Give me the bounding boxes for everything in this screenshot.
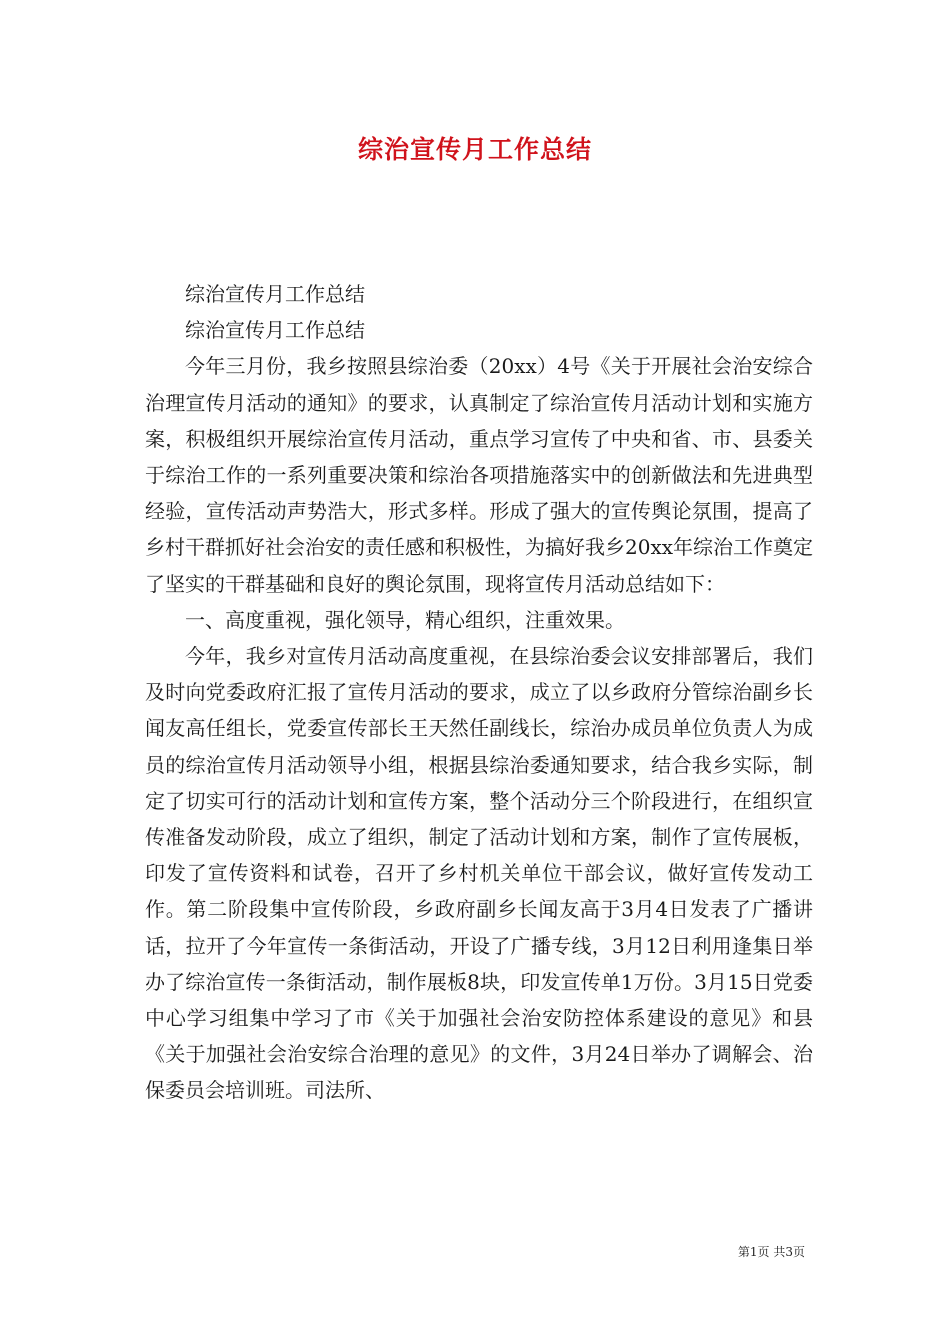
section-heading: 一、高度重视，强化领导，精心组织，注重效果。 [185, 607, 625, 632]
subtitle-line: 综治宣传月工作总结 [185, 318, 365, 343]
body-paragraph: 今年三月份，我乡按照县综治委（20xx）4号《关于开展社会治安综合治理宣传月活动的通知》的要求，认真制定了综治宣传月活动计划和实施方案，积极组织开展综治宣传月活动，重点学习宣传了中央和省、市、县委关于综治工作的一系列重要决策和综治各项措施落实中的创新做法和先进典型经验，宣传活动声势浩大，形式多样。形成了强大的宣传舆论氛围，提高了乡村干群抓好社会治安的责任感和积极性，为搞好我乡20xx年综治工作奠定了坚实的干群基础和良好的舆论氛围，现将宣传月活动总结如下： [145, 354, 814, 596]
page-number: 第1页 共3页 [737, 1245, 805, 1259]
document-title: 综治宣传月工作总结 [357, 135, 592, 164]
body-paragraph: 今年，我乡对宣传月活动高度重视，在县综治委会议安排部署后，我们及时向党委政府汇报了宣传月活动的要求，成立了以乡政府分管综治副乡长闻友高任组长，党委宣传部长王天然任副线长，综治办成员单位负责人为成员的综治宣传月活动领导小组，根据县综治委通知要求，结合我乡实际，制定了切实可行的活动计划和宣传方案，整个活动分三个阶段进行，在组织宣传准备发动阶段，成立了组织，制定了活动计划和方案，制作了宣传展板，印发了宣传资料和试卷，召开了乡村机关单位干部会议，做好宣传发动工作。第二阶段集中宣传阶段，乡政府副乡长闻友高于3月4日发表了广播讲话，拉开了今年宣传一条街活动，开设了广播专线，3月12日利用逢集日举办了综治宣传一条街活动，制作展板8块，印发宣传单1万份。3月15日党委中心学习组集中学习了市《关于加强社会治安防控体系建设的意见》和县《关于加强社会治安综合治理的意见》的文件，3月24日举办了调解会、治保委员会培训班。司法所、 [145, 644, 813, 1103]
document-body [145, 276, 813, 1109]
subtitle-line: 综治宣传月工作总结 [185, 282, 365, 306]
